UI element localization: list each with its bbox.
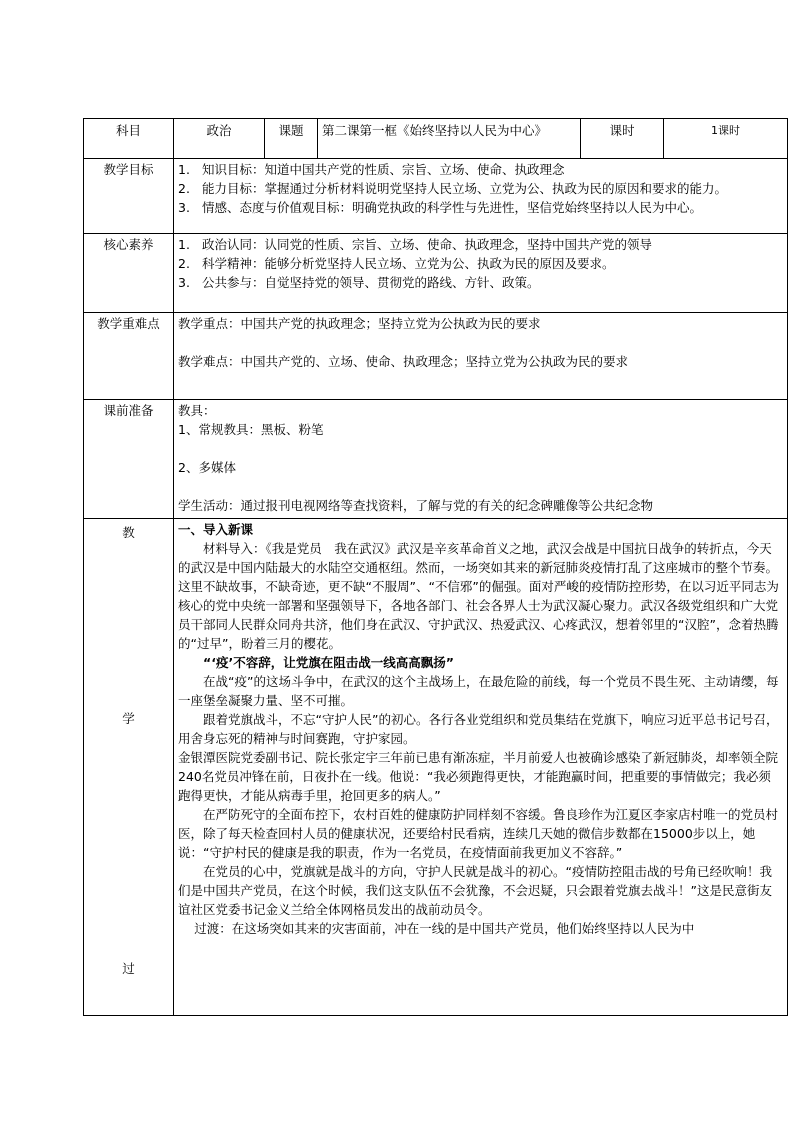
key-focus: 教学重点：中国共产党的执政理念；坚持立党为公执政为民的要求: [178, 316, 541, 331]
paragraph: 金银潭医院党委副书记、院长张定宇三年前已患有渐冻症，半月前爱人也被确诊感染了新冠肺炎，却率领全院240名党员冲锋在前，日夜扑在一线。他说：“我必须跑得更快，才能跑赢时间，把重要的事情做完；我必须跑得更快，才能从病毒手里，抢回更多的病人。”: [178, 750, 779, 803]
paragraph: 在严防死守的全面布控下，农村百姓的健康防护同样刻不容缓。鲁良珍作为江夏区李家店村唯一的党员村医，除了每天检查回村人员的健康状况，还要给村民看病，连续几天她的微信步数都在15000步以上，她说：“守护村民的健康是我的职责，作为一名党员，在疫情面前我更加义不容辞。”: [178, 807, 779, 860]
literacy-label: 核心素养: [84, 234, 174, 313]
subtitle: “‘疫’不容辞，让党旗在阻击战一线高高飘扬”: [203, 655, 454, 670]
process-content: [174, 519, 788, 1016]
goals-content: [174, 159, 788, 234]
literacy-item: 3. 公共参与：自觉坚持党的领导、贯彻党的路线、方针、政策。: [178, 275, 540, 290]
goal-item: 1. 知识目标：知道中国共产党的性质、宗旨、立场、使命、执政理念: [178, 162, 565, 177]
lesson-plan-table: [83, 118, 788, 1016]
literacy-row: [84, 234, 788, 313]
literacy-item: 1. 政治认同：认同党的性质、宗旨、立场、使命、执政理念，坚持中国共产党的领导: [178, 237, 653, 252]
goals-row: [84, 159, 788, 234]
prep-row: [84, 400, 788, 519]
process-label-3: 过: [122, 961, 135, 976]
lesson-plan: [83, 118, 787, 1016]
header-row: [84, 119, 788, 159]
process-label-1: 教: [122, 525, 135, 540]
process-label-2: 学: [122, 711, 135, 726]
key-difficulty: 教学难点：中国共产党的、立场、使命、执政理念；坚持立党为公执政为民的要求: [178, 354, 629, 369]
topic-label: 课题: [265, 119, 318, 159]
prep-student: 学生活动：通过报刊电视网络等查找资料，了解与党的有关的纪念碑雕像等公共纪念物: [178, 498, 654, 513]
prep-content: [174, 400, 788, 519]
paragraph: 在战“疫”的这场斗争中，在武汉的这个主战场上，在最危险的前线，每一个党员不畏生死、主动请缨，每一座堡垒凝聚力量、坚不可摧。: [178, 674, 779, 708]
process-row: [84, 519, 788, 1016]
paragraph: 这里不缺故事，不缺奇迹，更不缺“不服周”、“不信邪”的倔强。面对严峻的疫情防控形势，在以习近平同志为核心的党中央统一部署和坚强领导下，各地各部门、社会各界人士为武汉凝心聚力。武汉各级党组织和广大党员干部同人民群众同舟共济，他们身在武汉、守护武汉、热爱武汉、心疼武汉，想着邻里的“汉腔”，念着热腾的“过早”，盼着三月的樱花。: [178, 579, 779, 651]
topic-value: 第二课第一框《始终坚持以人民为中心》: [318, 119, 581, 159]
subject-value: 政治: [174, 119, 265, 159]
paragraph: 材料导入：《我是党员 我在武汉》武汉是辛亥革命首义之地，武汉会战是中国抗日战争的转折点，今天的武汉是中国内陆最大的水陆空交通枢纽。然而，一场突如其来的新冠肺炎疫情打乱了这座城市的整个节奏。: [178, 541, 779, 575]
hours-value: 1课时: [664, 119, 788, 159]
paragraph: 在党员的心中，党旗就是战斗的方向，守护人民就是战斗的初心。“疫情防控阻击战的号角已经吹响！我们是中国共产党员，在这个时候，我们这支队伍不会犹豫，不会迟疑，只会跟着党旗去战斗！”这是民意街友谊社区党委书记金义兰给全体网格员发出的战前动员令。: [178, 864, 772, 917]
goals-label: 教学目标: [84, 159, 174, 234]
prep-tools: 教具：: [178, 403, 216, 418]
paragraph: 过渡：在这场突如其来的灾害面前，冲在一线的是中国共产党员，他们始终坚持以人民为中: [194, 921, 695, 936]
hours-label: 课时: [581, 119, 664, 159]
prep-label: 课前准备: [84, 400, 174, 519]
subject-label: 科目: [84, 119, 174, 159]
goal-item: 2. 能力目标：掌握通过分析材料说明党坚持人民立场、立党为公、执政为民的原因和要求的能力。: [178, 181, 728, 196]
process-label: [84, 519, 174, 1016]
section-title: 一、导入新课: [178, 522, 254, 537]
prep-tool-1: 1、常规教具：黑板、粉笔: [178, 422, 324, 437]
keypoints-label: 教学重难点: [84, 313, 174, 400]
goal-item: 3. 情感、态度与价值观目标：明确党执政的科学性与先进性，坚信党始终坚持以人民为中心。: [178, 200, 703, 215]
prep-tool-2: 2、多媒体: [178, 460, 236, 475]
paragraph: 跟着党旗战斗，不忘“守护人民”的初心。各行各业党组织和党员集结在党旗下，响应习近平总书记号召，用舍身忘死的精神与时间赛跑，守护家园。: [178, 712, 779, 746]
keypoints-content: [174, 313, 788, 400]
literacy-content: [174, 234, 788, 313]
keypoints-row: [84, 313, 788, 400]
literacy-item: 2. 科学精神：能够分析党坚持人民立场、立党为公、执政为民的原因及要求。: [178, 256, 615, 271]
